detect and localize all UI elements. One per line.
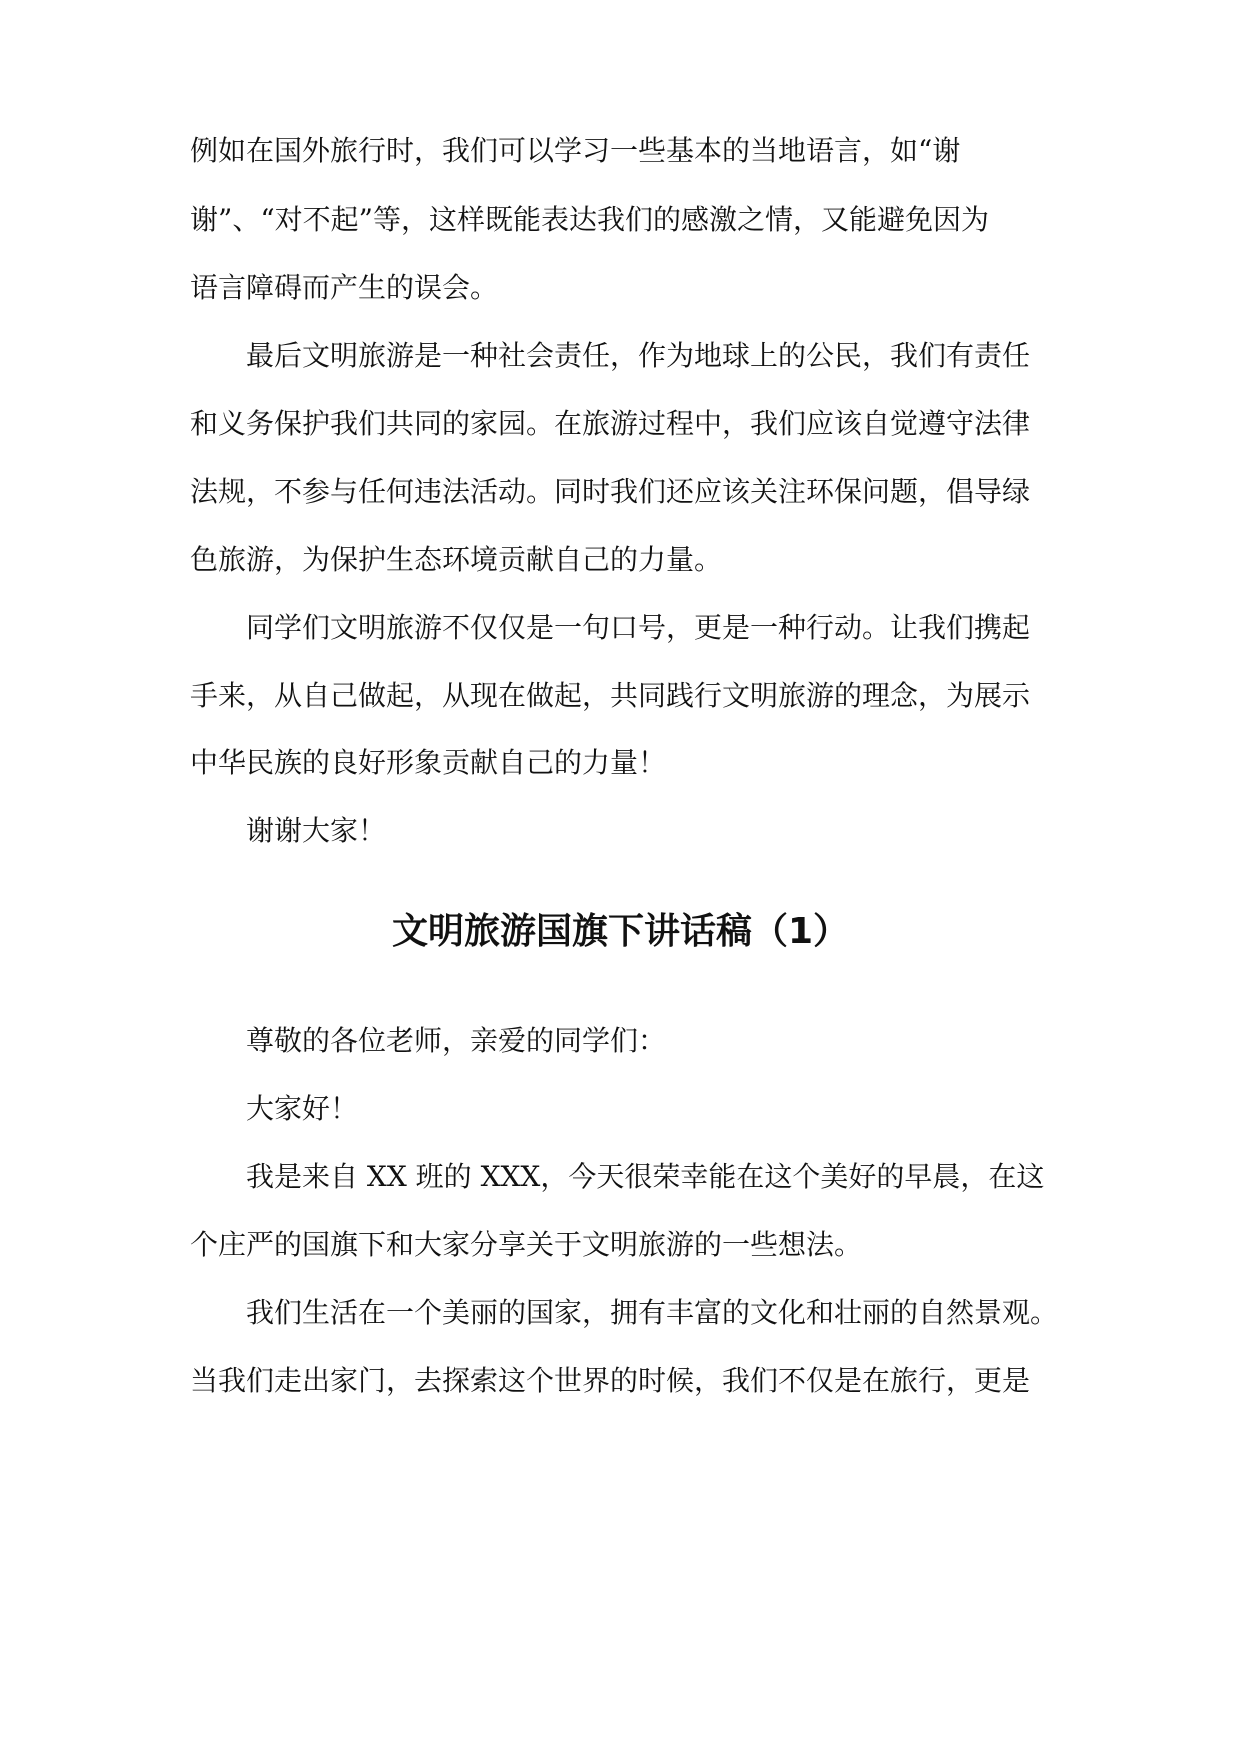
- closing-line: 谢谢大家！: [246, 814, 387, 847]
- text-line: 手来，从自己做起，从现在做起，共同践行文明旅游的理念，为展示: [190, 679, 1031, 712]
- salutation-line: 尊敬的各位老师，亲爱的同学们：: [246, 1024, 667, 1057]
- greeting-line: 大家好！: [246, 1092, 359, 1125]
- text-line: 语言障碍而产生的误会。: [190, 271, 499, 304]
- text-line: 中华民族的良好形象贡献自己的力量！: [190, 746, 667, 779]
- text-line: 法规，不参与任何违法活动。同时我们还应该关注环保问题，倡导绿: [190, 475, 1031, 508]
- text-line: 个庄严的国旗下和大家分享关于文明旅游的一些想法。: [190, 1228, 863, 1261]
- paragraph-start-line: 我们生活在一个美丽的国家，拥有丰富的文化和壮丽的自然景观。: [246, 1296, 1059, 1329]
- text-line: 当我们走出家门，去探索这个世界的时候，我们不仅是在旅行，更是: [190, 1364, 1031, 1397]
- paragraph-start-line: 同学们文明旅游不仅仅是一句口号，更是一种行动。让我们携起: [246, 611, 1031, 644]
- text-line: 和义务保护我们共同的家园。在旅游过程中，我们应该自觉遵守法律: [190, 407, 1031, 440]
- paragraph-start-line: 我是来自 XX 班的 XXX，今天很荣幸能在这个美好的早晨，在这: [246, 1160, 1045, 1193]
- paragraph-start-line: 最后文明旅游是一种社会责任，作为地球上的公民，我们有责任: [246, 339, 1031, 372]
- text-line: 色旅游，为保护生态环境贡献自己的力量。: [190, 543, 723, 576]
- text-line: 谢”、“对不起”等，这样既能表达我们的感激之情，又能避免因为: [190, 203, 989, 236]
- text-line: 例如在国外旅行时，我们可以学习一些基本的当地语言，如“谢: [190, 134, 961, 167]
- document-title: 文明旅游国旗下讲话稿（1）: [391, 911, 850, 952]
